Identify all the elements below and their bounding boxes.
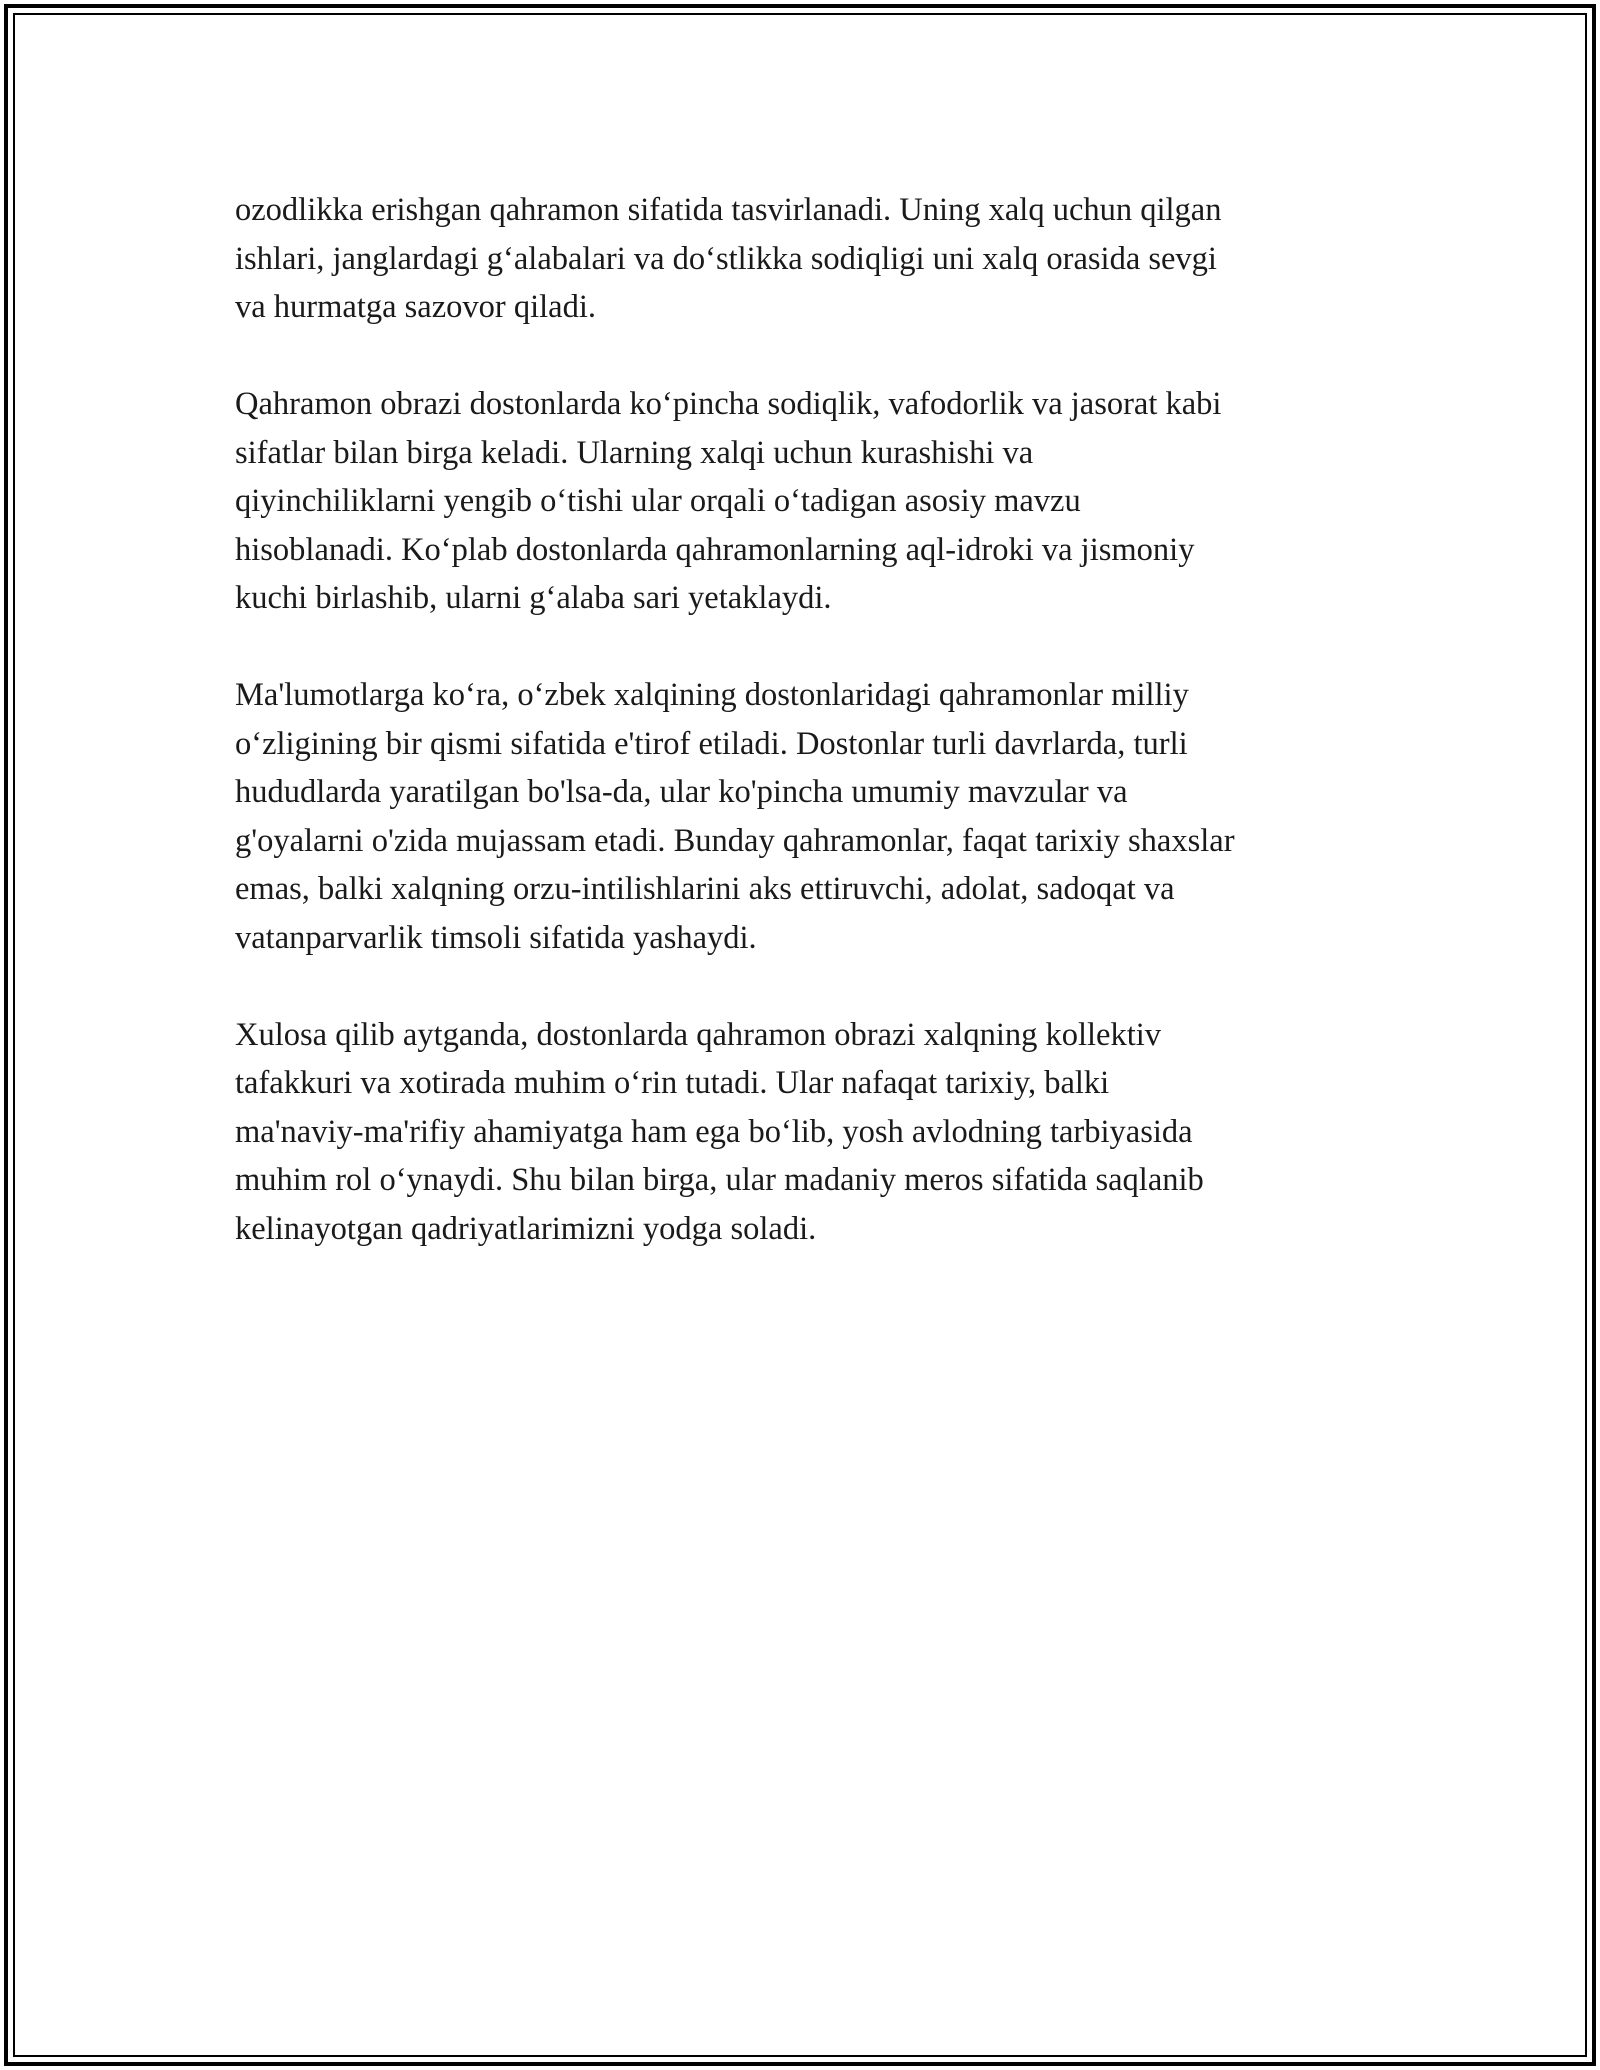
paragraph-2 <box>235 380 1385 623</box>
text-line: hududlarda yaratilgan bo'lsa-da, ular ko'pincha umumiy mavzular va <box>235 774 1128 810</box>
text-line: sifatlar bilan birga keladi. Ularning xalqi uchun kurashishi va <box>235 434 1034 471</box>
paragraph-3 <box>235 671 1385 962</box>
text-line: kuchi birlashib, ularni g‘alaba sari yetaklaydi. <box>235 580 832 616</box>
text-line: muhim rol o‘ynaydi. Shu bilan birga, ular madaniy meros sifatida saqlanib <box>235 1162 1204 1198</box>
text-line: tafakkuri va xotirada muhim o‘rin tutadi. Ular nafaqat tarixiy, balki <box>235 1065 1110 1101</box>
paragraph-4 <box>235 1011 1385 1254</box>
text-line: vatanparvarlik timsoli sifatida yashaydi. <box>235 919 757 956</box>
text-line: o‘zligining bir qismi sifatida e'tirof etiladi. Dostonlar turli davrlarda, turli <box>235 725 1188 762</box>
text-line: ishlari, janglardagi g‘alabalari va do‘stlikka sodiqligi uni xalq orasida sevgi <box>235 240 1217 277</box>
document-body <box>235 186 1385 1302</box>
text-line: va hurmatga sazovor qiladi. <box>235 289 596 325</box>
text-line: ma'naviy-ma'rifiy ahamiyatga ham ega bo‘lib, yosh avlodning tarbiyasida <box>235 1113 1193 1150</box>
text-line: hisoblanadi. Ko‘plab dostonlarda qahramonlarning aql-idroki va jismoniy <box>235 531 1195 568</box>
text-line: qiyinchiliklarni yengib o‘tishi ular orqali o‘tadigan asosiy mavzu <box>235 483 1081 519</box>
paragraph-1 <box>235 186 1385 332</box>
text-line: g'oyalarni o'zida mujassam etadi. Bunday qahramonlar, faqat tarixiy shaxslar <box>235 822 1235 859</box>
text-line: kelinayotgan qadriyatlarimizni yodga soladi. <box>235 1210 817 1247</box>
text-line: emas, balki xalqning orzu-intilishlarini aks ettiruvchi, adolat, sadoqat va <box>235 871 1175 907</box>
text-line: Qahramon obrazi dostonlarda ko‘pincha sodiqlik, vafodorlik va jasorat kabi <box>235 386 1222 422</box>
text-line: Xulosa qilib aytganda, dostonlarda qahramon obrazi xalqning kollektiv <box>235 1016 1162 1053</box>
text-line: Ma'lumotlarga ko‘ra, o‘zbek xalqining dostonlaridagi qahramonlar milliy <box>235 677 1189 713</box>
text-line: ozodlikka erishgan qahramon sifatida tasvirlanadi. Uning xalq uchun qilgan <box>235 192 1222 228</box>
